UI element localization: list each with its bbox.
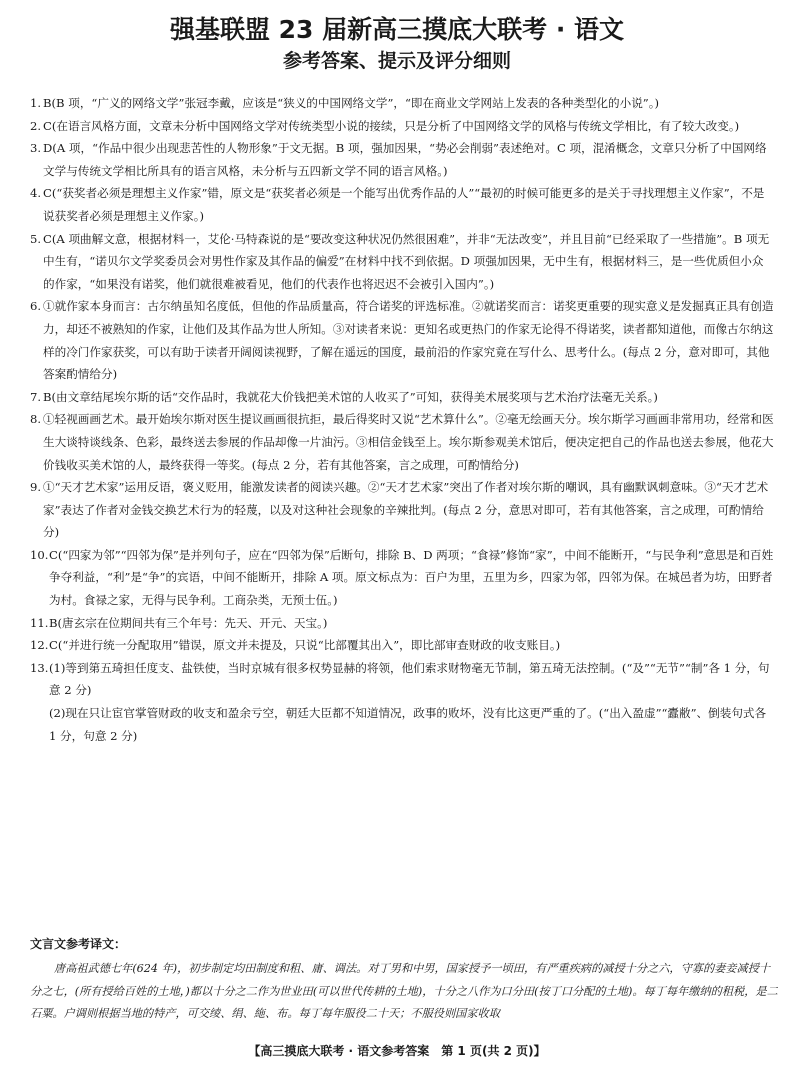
answer-text: ①“天才艺术家”运用反语，褒义贬用，能激发读者的阅读兴趣。②“天才艺术家”突出了作者对埃尔斯的嘲讽，具有幽默讽刺意味。③“天才艺术家”表达了作者对金钱交换艺术行为的轻蔑，以及对这种社会现象的辛辣批判。(每点 2 分，意思对即可，若有其他答案，言之成理，可酌情给分)	[43, 480, 769, 540]
translation-heading: 文言文参考译文：	[30, 937, 127, 951]
answer-text: (1)等到第五琦担任度支、盐铁使，当时京城有很多权势显赫的将领，他们索求财物毫无节制，第五琦无法控制。(“及”“无节”“制”各 1 分，句意 2 分)	[49, 660, 770, 698]
page-title: 强基联盟 23 届新高三摸底大联考 · 语文	[169, 15, 625, 44]
answer-text: B(由文章结尾埃尔斯的话“交作品时，我就花大价钱把美术馆的人收买了”可知，获得美术展奖项与艺术治疗法毫无关系。)	[43, 389, 658, 404]
answer-text: B(B 项，“广义的网络文学”张冠李戴，应该是“狭义的中国网络文学”，“即在商业文学网站上发表的各种类型化的小说”。)	[43, 96, 660, 110]
answer-item-8	[30, 408, 774, 476]
answer-text: ①轻视画画艺术。最开始埃尔斯对医生提议画画很抗拒，最后得奖时又说“艺术算什么”。②毫无绘画天分。埃尔斯学习画画非常用功，经常和医生大谈特谈线条、色彩，最终送去参展的作品却像一片油污。③相信金钱至上。埃尔斯参观美术馆后，便决定把自己的作品也送去参展，他花大价钱收买美术馆的人，最终获得一等奖。(每点 2 分，若有其他答案，言之成理，可酌情给分)	[43, 412, 774, 472]
answer-item-13-part-2: (2)现在只让宦官掌管财政的收支和盈余亏空，朝廷大臣都不知道情况，政事的败坏，没有比这更严重的了。(“出入盈虚”“蠹敝”、倒装句式各 1 分，句意 2 分)	[49, 706, 767, 743]
answer-number: 10.	[30, 547, 49, 562]
answer-text: C(“四家为邻”“四邻为保”是并列句子，应在“四邻为保”后断句，排除 B、D 两项；“食禄”修饰“家”，中间不能断开，“与民争利”意思是和百姓争夺利益，“利”是“争”的宾语，中间不能断开，排除 A 项。原文标点为：百户为里，五里为乡，四家为邻，四邻为保。在城邑者为坊，田野者为村。食禄之家，无得与民争利。工商杂类，无预士伍。)	[49, 547, 774, 608]
answer-text: C(“并进行统一分配取用”错误，原文并未提及，只说“比部覆其出入”，即比部审查财政的收支账目。)	[49, 638, 561, 653]
answer-item-7	[30, 386, 774, 409]
answer-item-3	[30, 137, 774, 182]
answer-item-1	[30, 92, 774, 115]
answer-text: C(“获奖者必须是理想主义作家”错，原文是“获奖者必须是一个能写出优秀作品的人”“最初的时候可能更多的是关于寻找理想主义作家”，不是说获奖者必须是理想主义作家。)	[43, 186, 765, 223]
answer-number: 11.	[30, 615, 49, 630]
answer-number: 6.	[30, 299, 42, 314]
answer-list	[30, 92, 774, 747]
answer-text: C(在语言风格方面，文章未分析中国网络文学对传统类型小说的接续，只是分析了中国网络文学的风格与传统文学相比，有了较大改变。)	[43, 118, 740, 133]
page-subtitle: 参考答案、提示及评分细则	[282, 50, 511, 72]
answer-number: 5.	[30, 231, 42, 246]
translation-text: 唐高祖武德七年(624 年)，初步制定均田制度和租、庸、调法。对丁男和中男，国家授予一顷田，有严重疾病的减授十分之六，守寡的妻妾减授十分之七，(所有授给百姓的土地，)都以十分之二作为世业田(可以世代传耕的土地)，十分之八作为口分田(按丁口分配的土地)。每丁每年缴纳的租税，是二石粟。户调则根据当地的特产，可交绫、绢、絁、布。每丁每年服役二十天；不服役则国家收取	[30, 962, 778, 1021]
answer-item-5	[30, 228, 774, 296]
answer-text: C(A 项曲解文意，根据材料一，艾伦·马特森说的是“要改变这种状况仍然很困难”，并非“无法改变”，并且目前“已经采取了一些措施”。B 项无中生有，“诺贝尔文学奖委员会对男性作家及其作品的偏爱”在材料中找不到依据。D 项强加因果，无中生有，根据材料三，是一些优质但小众的作家，“如果没有诺奖，他们就很难被看见，他们的代表作也将迟迟不会被引入国内”。)	[43, 231, 770, 291]
answer-item-4	[30, 182, 774, 227]
answer-item-2	[30, 115, 774, 138]
answer-text: B(唐玄宗在位期间共有三个年号：先天、开元、天宝。)	[49, 615, 328, 630]
answer-number: 2.	[30, 118, 42, 133]
answer-number: 4.	[30, 186, 42, 201]
answer-number: 12.	[30, 638, 49, 653]
answer-item-9	[30, 476, 774, 544]
answer-number: 13.	[30, 660, 49, 675]
answer-item-10	[30, 544, 774, 612]
answer-number: 9.	[30, 480, 42, 495]
answer-item-12	[30, 634, 774, 657]
answer-number: 1.	[30, 96, 42, 110]
answer-item-6	[30, 295, 774, 385]
answer-text: ①就作家本身而言：古尔纳虽知名度低，但他的作品质量高，符合诺奖的评选标准。②就诺奖而言：诺奖更重要的现实意义是发掘真正具有创造力，却还不被熟知的作家，让他们及其作品为世人所知。③对读者来说：更知名或更热门的作家无论得不得诺奖，读者都知道他，而像古尔纳这样的冷门作家获奖，可以有助于读者开阔阅读视野，了解在遥远的国度，最前沿的作家究竟在写什么、思考什么。(每点 2 分，意对即可，其他答案酌情给分)	[43, 299, 774, 382]
answer-text: D(A 项，“作品中很少出现悲苦性的人物形象”于文无据。B 项，强加因果，“势必会削弱”表述绝对。C 项，混淆概念，文章只分析了中国网络文学与传统文学相比所具有的语言风格，未分析与五四新文学不同的语言风格。)	[43, 141, 767, 178]
answer-number: 7.	[30, 389, 42, 404]
answer-number: 8.	[30, 412, 42, 427]
answer-item-11	[30, 612, 774, 635]
answer-number: 3.	[30, 141, 42, 156]
answer-item-13	[30, 657, 774, 702]
page-footer: 【高三摸底大联考 · 语文参考答案 第 1 页(共 2 页)】	[248, 1044, 546, 1058]
